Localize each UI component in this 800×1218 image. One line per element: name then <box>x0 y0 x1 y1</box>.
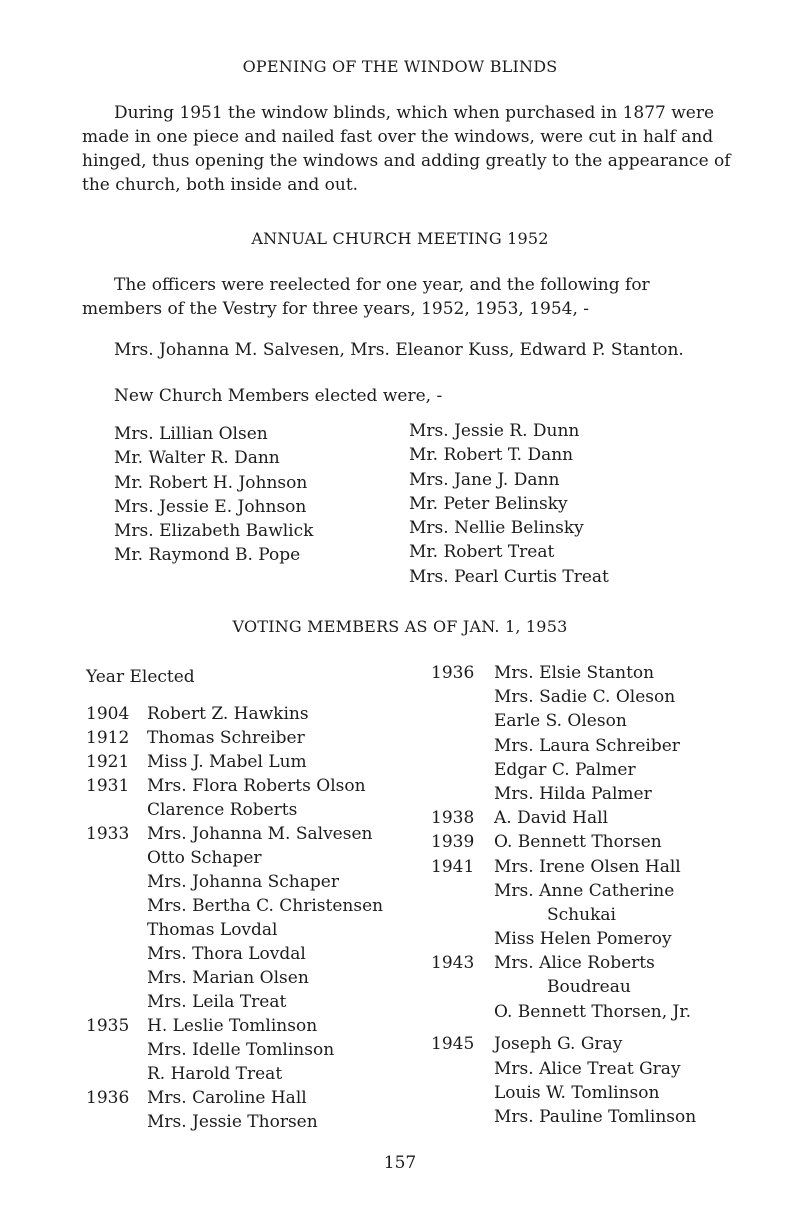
table-row <box>86 1038 426 1062</box>
paragraph-annual-meeting <box>82 273 732 321</box>
year-elected: 1921 <box>86 752 130 772</box>
member-name: Mrs. Alice Treat Gray <box>494 1058 681 1079</box>
member-name: R. Harold Treat <box>147 1064 283 1084</box>
voting-members-left-column <box>86 702 426 1134</box>
member-name: Mrs. Leila Treat <box>147 992 287 1012</box>
paragraph-vestry-members-text: Mrs. Johanna M. Salvesen, Mrs. Eleanor Kuss, Edward P. Stanton. <box>114 340 684 360</box>
new-members-intro: New Church Members elected were, - <box>114 386 443 406</box>
list-item: Mrs. Elizabeth Bawlick <box>114 521 314 542</box>
member-name: Mrs. Anne Catherine <box>494 880 675 901</box>
member-name: O. Bennett Thorsen, Jr. <box>494 1001 691 1022</box>
table-row <box>431 975 751 999</box>
table-row <box>86 918 426 942</box>
year-elected: 1943 <box>431 953 475 974</box>
table-row <box>431 879 751 903</box>
year-elected: 1939 <box>431 832 475 853</box>
table-row <box>86 894 426 918</box>
year-elected: 1935 <box>86 1016 130 1036</box>
year-elected: 1931 <box>86 776 130 796</box>
list-item: Mrs. Pearl Curtis Treat <box>409 566 609 587</box>
voting-members-right-column <box>431 661 751 1129</box>
table-row <box>86 990 426 1014</box>
member-name: Mrs. Pauline Tomlinson <box>494 1107 697 1127</box>
member-name: Mrs. Elsie Stanton <box>494 663 655 683</box>
column-header-year-elected: Year Elected <box>86 667 195 687</box>
member-name: H. Leslie Tomlinson <box>147 1016 318 1036</box>
member-name: Mrs. Johanna M. Salvesen <box>147 824 373 844</box>
table-row <box>431 709 751 733</box>
table-row <box>86 822 426 846</box>
paragraph-vestry-members <box>82 338 732 362</box>
table-row <box>431 830 751 854</box>
list-item: Mr. Raymond B. Pope <box>114 545 301 566</box>
table-row <box>431 1057 751 1081</box>
member-name: Boudreau <box>547 977 631 998</box>
member-name: Mrs. Caroline Hall <box>147 1088 307 1108</box>
year-elected: 1933 <box>86 824 130 844</box>
member-name: Thomas Lovdal <box>147 920 278 940</box>
list-item: Mr. Robert H. Johnson <box>114 472 308 493</box>
year-elected: 1945 <box>431 1033 475 1054</box>
member-name: Mrs. Hilda Palmer <box>494 783 652 804</box>
member-name: A. David Hall <box>494 808 609 829</box>
member-name: Otto Schaper <box>147 848 262 868</box>
new-members-left-column <box>114 422 313 568</box>
list-item: Mr. Peter Belinsky <box>409 493 568 514</box>
member-name: Mrs. Irene Olsen Hall <box>494 856 681 877</box>
table-row <box>86 1062 426 1086</box>
table-row <box>431 782 751 806</box>
member-name: Mrs. Jessie Thorsen <box>147 1112 318 1132</box>
table-row <box>431 951 751 975</box>
member-name: Mrs. Bertha C. Christensen <box>147 896 384 916</box>
year-elected: 1938 <box>431 808 475 829</box>
table-row <box>431 685 751 709</box>
member-name: Mrs. Thora Lovdal <box>147 944 306 964</box>
table-row <box>86 1086 426 1110</box>
table-row <box>86 966 426 990</box>
list-item: Mrs. Nellie Belinsky <box>409 518 584 539</box>
table-row <box>431 903 751 927</box>
member-name: Joseph G. Gray <box>494 1033 623 1054</box>
year-elected: 1912 <box>86 728 130 748</box>
paragraph-window-blinds <box>82 101 732 197</box>
list-item: Mr. Robert T. Dann <box>409 445 574 466</box>
year-elected: 1941 <box>431 856 475 877</box>
table-row <box>431 758 751 782</box>
year-elected: 1936 <box>86 1088 130 1108</box>
table-row <box>431 1032 751 1057</box>
heading-window-blinds: OPENING OF THE WINDOW BLINDS <box>242 57 558 76</box>
member-name: Mrs. Alice Roberts <box>494 953 655 974</box>
new-members-right-column <box>409 419 609 589</box>
paragraph-window-blinds-text: During 1951 the window blinds, which when purchased in 1877 were made in one piece and nailed fast over the windows, were cut in half and hinged, thus opening the windows and adding greatly to the appearance of the church, both inside and out. <box>82 103 731 195</box>
member-name: Miss Helen Pomeroy <box>494 929 672 950</box>
list-item: Mrs. Jessie E. Johnson <box>114 496 307 517</box>
list-item: Mrs. Jessie R. Dunn <box>409 421 580 441</box>
member-name: Earle S. Oleson <box>494 711 627 732</box>
member-name: Clarence Roberts <box>147 800 298 820</box>
list-item: Mr. Robert Treat <box>409 542 555 563</box>
heading-annual-meeting: ANNUAL CHURCH MEETING 1952 <box>251 229 549 248</box>
member-name: Miss J. Mabel Lum <box>147 752 307 772</box>
table-row <box>431 661 751 685</box>
table-row <box>86 846 426 870</box>
paragraph-annual-meeting-text: The officers were reelected for one year, and the following for members of the Vestry for three years, 1952, 1953, 1954, - <box>82 275 650 319</box>
member-name: O. Bennett Thorsen <box>494 832 662 853</box>
table-row <box>431 1000 751 1032</box>
table-row <box>431 927 751 951</box>
table-row <box>86 726 426 750</box>
table-row <box>86 870 426 894</box>
member-name: Schukai <box>547 904 616 925</box>
table-row <box>431 855 751 879</box>
table-row <box>86 702 426 726</box>
year-elected: 1936 <box>431 663 475 683</box>
member-name: Mrs. Idelle Tomlinson <box>147 1040 335 1060</box>
table-row <box>86 1014 426 1038</box>
member-name: Mrs. Laura Schreiber <box>494 735 680 756</box>
member-name: Mrs. Sadie C. Oleson <box>494 687 676 708</box>
table-row <box>431 734 751 758</box>
table-row <box>86 1110 426 1134</box>
table-row <box>431 1081 751 1105</box>
table-row <box>86 774 426 798</box>
member-name: Robert Z. Hawkins <box>147 704 309 724</box>
table-row <box>431 806 751 830</box>
member-name: Mrs. Flora Roberts Olson <box>147 776 366 796</box>
member-name: Thomas Schreiber <box>147 728 305 748</box>
member-name: Louis W. Tomlinson <box>494 1082 660 1103</box>
list-item: Mr. Walter R. Dann <box>114 448 280 469</box>
table-row <box>431 1105 751 1129</box>
year-elected: 1904 <box>86 704 130 724</box>
table-row <box>86 750 426 774</box>
page-number: 157 <box>383 1153 417 1173</box>
heading-voting-members: VOTING MEMBERS AS OF JAN. 1, 1953 <box>232 617 568 636</box>
list-item: Mrs. Jane J. Dann <box>409 469 560 490</box>
member-name: Edgar C. Palmer <box>494 759 636 780</box>
table-row <box>86 942 426 966</box>
member-name: Mrs. Marian Olsen <box>147 968 309 988</box>
table-row <box>86 798 426 822</box>
member-name: Mrs. Johanna Schaper <box>147 872 339 892</box>
list-item: Mrs. Lillian Olsen <box>114 424 268 444</box>
